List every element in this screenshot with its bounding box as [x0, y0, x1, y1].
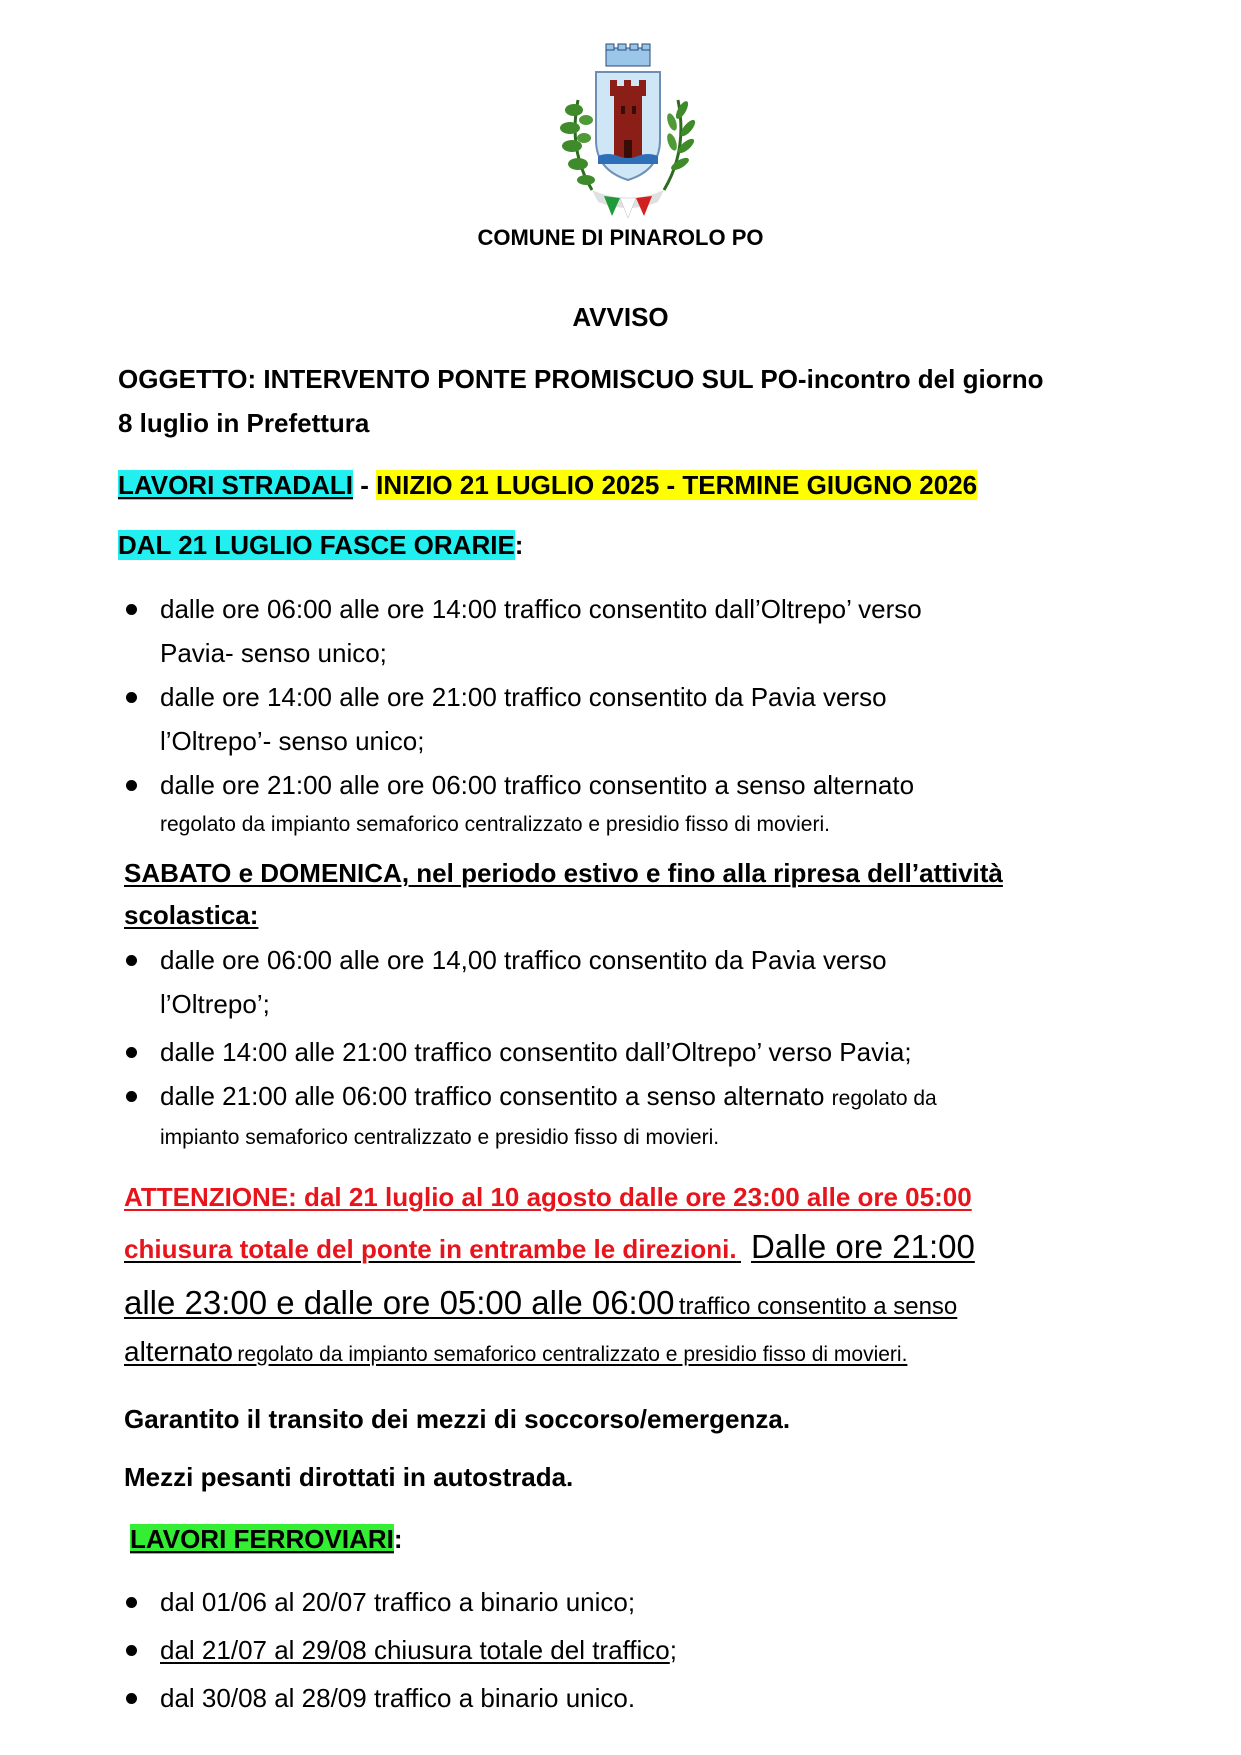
- list-item: dal 01/06 al 20/07 traffico a binario unico;: [124, 1580, 1124, 1624]
- municipal-coat-of-arms-icon: [548, 40, 708, 220]
- rail-works-list: [124, 1580, 1124, 1720]
- attention-line-3: alle 23:00 e dalle ore 05:00 alle 06:00 traffico consentito a senso: [124, 1284, 958, 1321]
- time-slots-label: DAL 21 LUGLIO FASCE ORARIE: [118, 530, 515, 560]
- road-works-heading: [118, 470, 977, 501]
- heavy-vehicles-note: Mezzi pesanti dirottati in autostrada.: [124, 1462, 574, 1492]
- road-works-period: INIZIO 21 LUGLIO 2025 - TERMINE GIUGNO 2026: [376, 470, 978, 500]
- rail-works-heading: LAVORI FERROVIARI:: [130, 1524, 403, 1554]
- weekend-time-slots-list: [124, 938, 1124, 1155]
- attention-line-4: alternato regolato da impianto semaforico centralizzato e presidio fisso di movieri.: [124, 1336, 908, 1367]
- road-works-separator: -: [360, 470, 369, 500]
- list-item: dalle ore 21:00 alle ore 06:00 traffico consentito a senso alternato regolato da impianto semaforico centralizzato e presidio fisso di movieri.: [124, 763, 1124, 843]
- list-item: dalle ore 14:00 alle ore 21:00 traffico consentito da Pavia verso l’Oltrepo’- senso unico;: [124, 675, 1124, 763]
- list-item: dalle 14:00 alle 21:00 traffico consentito dall’Oltrepo’ verso Pavia;: [124, 1030, 1124, 1074]
- list-item: dal 30/08 al 28/09 traffico a binario unico.: [124, 1676, 1124, 1720]
- rail-works-label: LAVORI FERROVIARI: [130, 1524, 394, 1554]
- list-item: dalle ore 06:00 alle ore 14,00 traffico consentito da Pavia verso l’Oltrepo’;: [124, 938, 1124, 1026]
- emergency-note: Garantito il transito dei mezzi di soccorso/emergenza.: [124, 1404, 791, 1434]
- weekend-heading-line-2: scolastica:: [124, 900, 259, 930]
- subject-line-2: 8 luglio in Prefettura: [118, 408, 370, 438]
- list-item: dalle ore 06:00 alle ore 14:00 traffico consentito dall’Oltrepo’ verso Pavia- senso unico;: [124, 587, 1124, 675]
- list-item: dal 21/07 al 29/08 chiusura totale del traffico;: [124, 1628, 1124, 1672]
- time-slots-colon: :: [514, 530, 524, 560]
- weekend-heading-line-1: SABATO e DOMENICA, nel periodo estivo e fino alla ripresa dell’attività: [124, 858, 1003, 888]
- road-works-label: LAVORI STRADALI: [118, 470, 353, 500]
- list-item: dalle 21:00 alle 06:00 traffico consentito a senso alternato regolato da impianto semaforico centralizzato e presidio fisso di movieri.: [124, 1074, 1124, 1155]
- time-slots-heading: [118, 530, 523, 561]
- municipality-name: COMUNE DI PINAROLO PO: [477, 225, 764, 250]
- notice-title: AVVISO: [572, 302, 669, 332]
- attention-line-2: chiusura totale del ponte in entrambe le direzioni. Dalle ore 21:00: [124, 1228, 975, 1265]
- attention-line-1: ATTENZIONE: dal 21 luglio al 10 agosto dalle ore 23:00 alle ore 05:00: [124, 1182, 972, 1212]
- subject-line-1: OGGETTO: INTERVENTO PONTE PROMISCUO SUL PO-incontro del giorno: [118, 364, 1044, 394]
- weekday-time-slots-list: [124, 587, 1124, 843]
